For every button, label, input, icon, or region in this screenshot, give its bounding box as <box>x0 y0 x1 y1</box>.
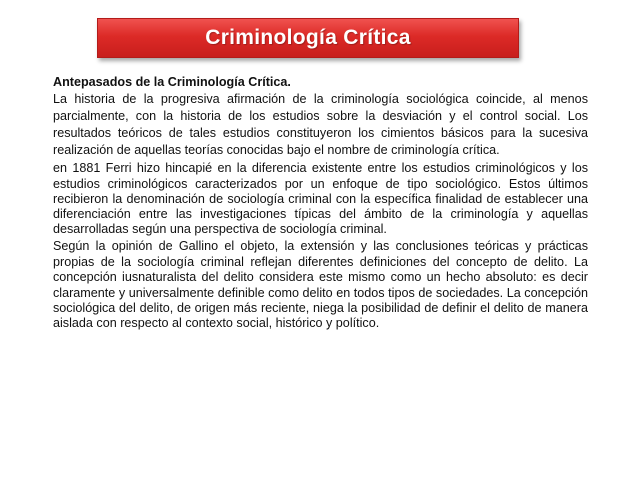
paragraph-history: La historia de la progresiva afirmación de la criminología sociológica coincide, al menos parcialmente, con la historia de los estudios sobre la desviación y el control social. Los resultados teóricos de tales estudios constituyeron los cimientos básicos para la sucesiva realización de aquellas teorías conocidas bajo el nombre de criminología crítica. <box>53 91 588 158</box>
paragraph-gallino: Según la opinión de Gallino el objeto, la extensión y las conclusiones teóricas y prácticas propias de la sociología criminal reflejan diferentes definiciones del concepto de delito. La concepción iusnaturalista del delito considera este mismo como un hecho absoluto: es decir claramente y universalmente definible como delito en todos tipos de sociedades. La concepción sociológica del delito, de origen más reciente, niega la posibilidad de definir el delito de manera aislada con respecto al contexto social, histórico y político. <box>53 239 588 331</box>
slide-body <box>53 75 588 332</box>
paragraph-ferri: en 1881 Ferri hizo hincapié en la diferencia existente entre los estudios criminológicos y los estudios criminológicos caracterizados por un enfoque de tipo sociológico. Estos últimos recibieron la denominación de sociología criminal con la específica finalidad de establecer una diferenciación entre las investigaciones típicas del ámbito de la criminología y aquellas desarrolladas según una perspectiva de sociología criminal. <box>53 161 588 237</box>
title-banner <box>97 18 519 58</box>
subheading: Antepasados de la Criminología Crítica. <box>53 75 291 89</box>
slide-title: Criminología Crítica <box>205 26 411 49</box>
